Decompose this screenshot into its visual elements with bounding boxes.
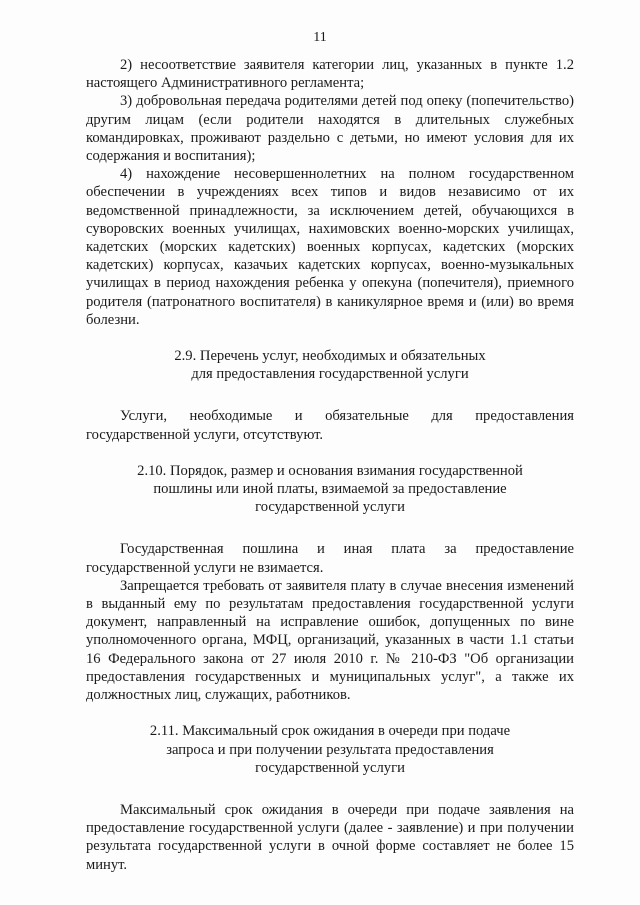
section-2-9-paragraph: Услуги, необходимые и обязательные для предоставления государственной услуги, отсутствуют.: [86, 408, 574, 443]
section-heading-2-9-line-2: для предоставления государственной услуги: [191, 366, 469, 383]
section-heading-2-9-line-1: 2.9. Перечень услуг, необходимых и обязательных: [174, 348, 486, 365]
section-heading-2-11-line-1: 2.11. Максимальный срок ожидания в очереди при подаче: [149, 723, 511, 740]
section-2-10-paragraph-2: Запрещается требовать от заявителя плату в случае внесения изменений в выданный ему по результатам предоставления государственной услуги документ, направленный на исправление ошибок, допущенных по вине уполномоченного органа, МФЦ, организаций, указанных в части 1.1 статьи 16 Федерального закона от 27 июля 2010 г. № 210-ФЗ "Об организации предоставления государственных и муниципальных услуг", а также их должностных лиц, служащих, работников.: [86, 577, 574, 704]
section-heading-2-11-line-3: государственной услуги: [255, 759, 405, 776]
list-item-4: 4) нахождение несовершеннолетних на полном государственном обеспечении в учреждениях всех типов и видов независимо от их ведомственной принадлежности, за исключением детей, обучающихся в суворовских военных училищах, нахимовских военно-морских училищах, кадетских (морских кадетских) военных корпусах, кадетских (морских кадетских) корпусах, казачьих кадетских корпусах, военно-музыкальных училищах в период нахождения ребенка у опекуна (попечителя), приемного родителя (патронатного воспитателя) в каникулярное время и (или) во время болезни.: [86, 166, 574, 328]
list-item-2: 2) несоответствие заявителя категории лиц, указанных в пункте 1.2 настоящего Административного регламента;: [86, 57, 574, 92]
section-heading-2-11-line-2: запроса и при получении результата предоставления: [166, 741, 494, 758]
list-item-3: 3) добровольная передача родителями детей под опеку (попечительство) другим лицам (если родители находятся в длительных служебных командировках, проживают раздельно с детьми, но имеют условия для их содержания и воспитания);: [86, 93, 574, 165]
section-heading-2-10-line-1: 2.10. Порядок, размер и основания взимания государственной: [137, 462, 523, 479]
section-2-11-paragraph: Максимальный срок ожидания в очереди при подаче заявления на предоставление государственной услуги (далее - заявление) и при получении результата государственной услуги в очной форме составляет не более 15 минут.: [86, 801, 574, 873]
document-body: [86, 56, 574, 874]
section-heading-2-10-line-2: пошлины или иной платы, взимаемой за предоставление: [153, 481, 507, 498]
section-2-10-paragraph-1: Государственная пошлина и иная плата за предоставление государственной услуги не взимается.: [86, 541, 574, 576]
section-heading-2-10-line-3: государственной услуги: [255, 499, 405, 516]
page-number: 11: [313, 30, 327, 45]
